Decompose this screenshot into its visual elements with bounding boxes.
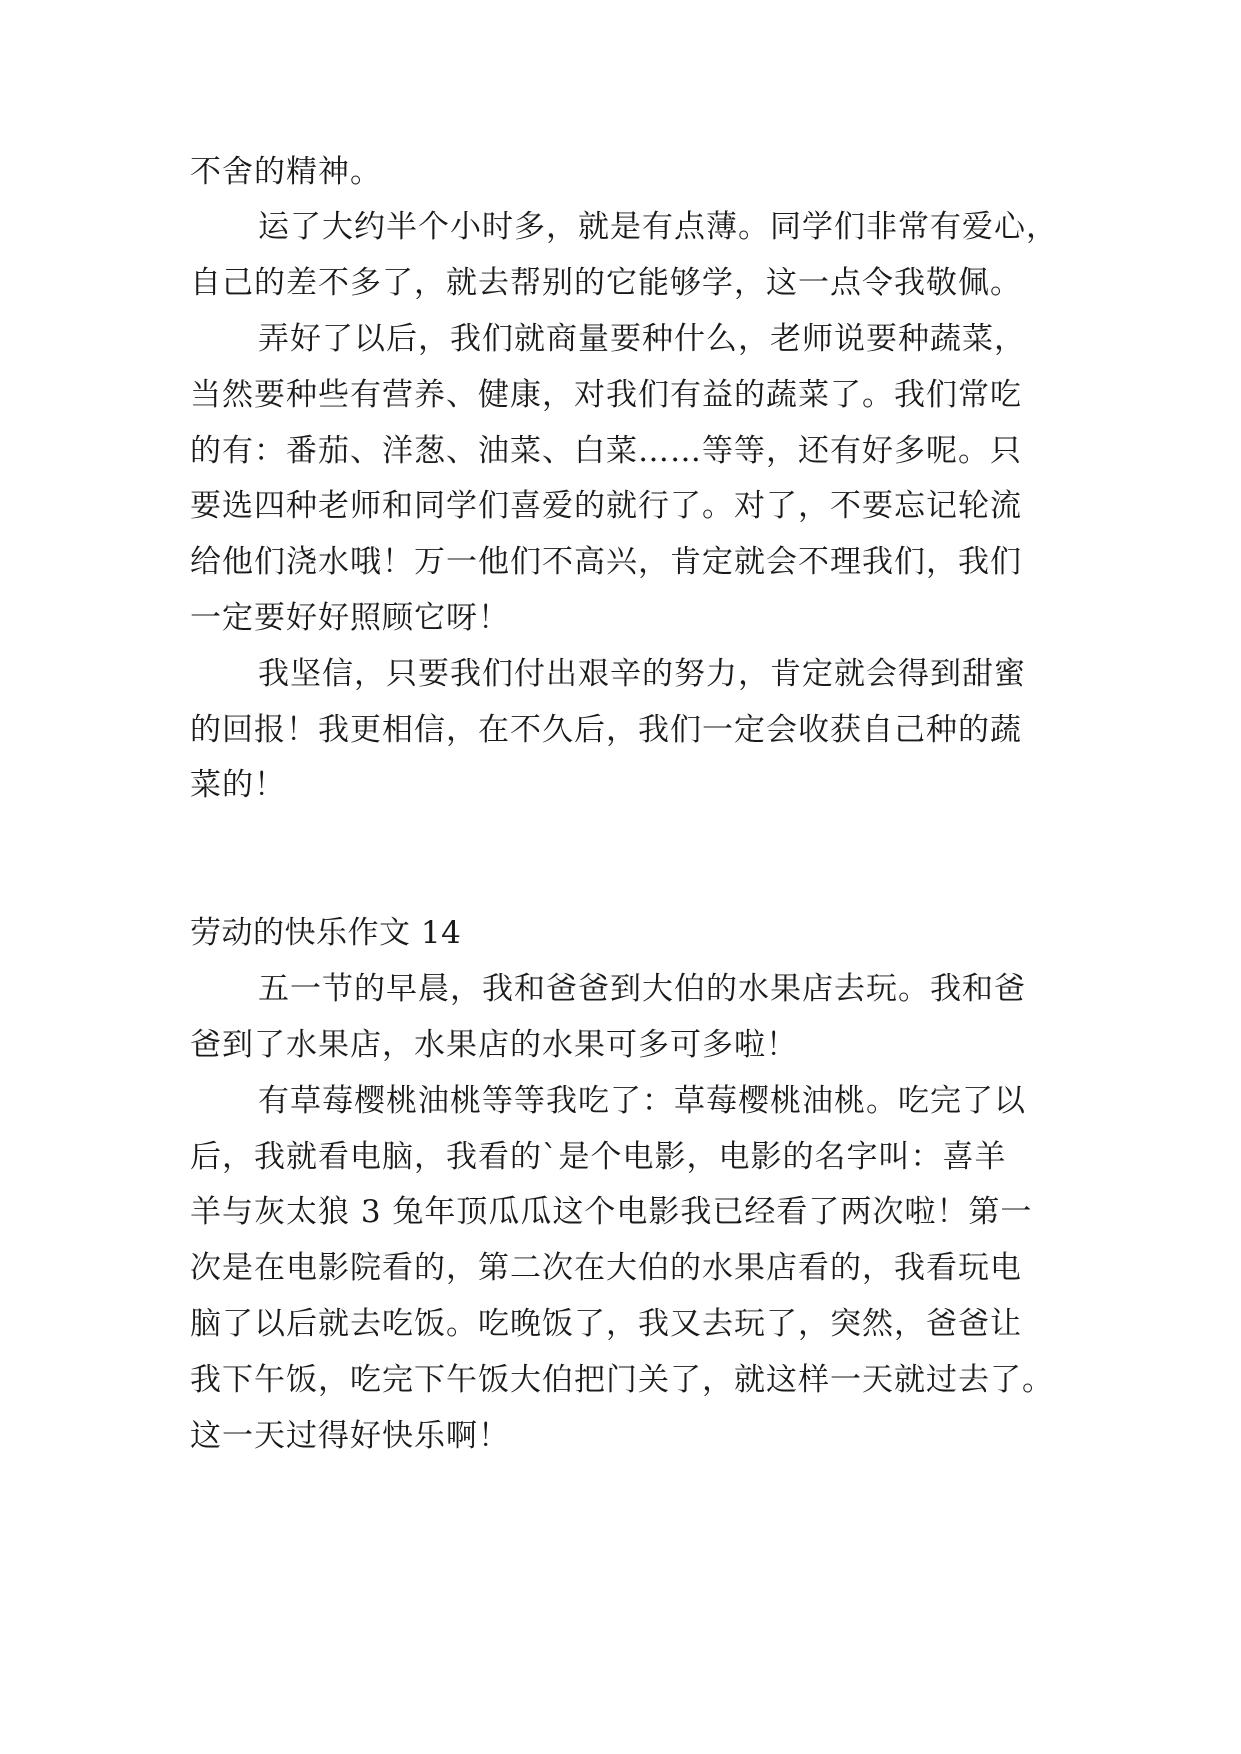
- section-heading: 劳动的快乐作文 14: [190, 915, 462, 951]
- text-line: 羊与灰太狼 3 兔年顶瓜瓜这个电影我已经看了两次啦！第一: [190, 1194, 1033, 1230]
- text-line: 不舍的精神。: [190, 154, 382, 190]
- text-line: 这一天过得好快乐啊！: [190, 1418, 510, 1454]
- text-line: 的有：番茄、洋葱、油菜、白菜……等等，还有好多呢。只: [190, 433, 1022, 469]
- text-line: 当然要种些有营养、健康，对我们有益的蔬菜了。我们常吃: [190, 377, 1022, 413]
- text-line: 要选四种老师和同学们喜爱的就行了。对了，不要忘记轮流: [190, 488, 1022, 524]
- paragraph-start-line: 五一节的早晨，我和爸爸到大伯的水果店去玩。我和爸: [258, 971, 1026, 1007]
- paragraph-start-line: 弄好了以后，我们就商量要种什么，老师说要种蔬菜，: [258, 321, 1026, 357]
- text-line: 的回报！我更相信，在不久后，我们一定会收获自己种的蔬: [190, 712, 1022, 748]
- paragraph-start-line: 有草莓樱桃油桃等等我吃了：草莓樱桃油桃。吃完了以: [258, 1083, 1026, 1119]
- text-line: 一定要好好照顾它呀！: [190, 600, 510, 636]
- text-line: 脑了以后就去吃饭。吃晚饭了，我又去玩了，突然，爸爸让: [190, 1306, 1022, 1342]
- text-line: 爸到了水果店，水果店的水果可多可多啦！: [190, 1027, 798, 1063]
- paragraph-start-line: 运了大约半个小时多，就是有点薄。同学们非常有爱心，: [258, 209, 1058, 245]
- text-line: 我下午饭，吃完下午饭大伯把门关了，就这样一天就过去了。: [190, 1362, 1054, 1398]
- text-line: 自己的差不多了，就去帮别的它能够学，这一点令我敬佩。: [190, 265, 1022, 301]
- text-line: 菜的！: [190, 767, 286, 803]
- text-line: 给他们浇水哦！万一他们不高兴，肯定就会不理我们，我们: [190, 544, 1022, 580]
- paragraph-start-line: 我坚信，只要我们付出艰辛的努力，肯定就会得到甜蜜: [258, 656, 1026, 692]
- text-line: 次是在电影院看的，第二次在大伯的水果店看的，我看玩电: [190, 1250, 1022, 1286]
- text-line: 后，我就看电脑，我看的`是个电影，电影的名字叫：喜羊: [190, 1139, 1007, 1175]
